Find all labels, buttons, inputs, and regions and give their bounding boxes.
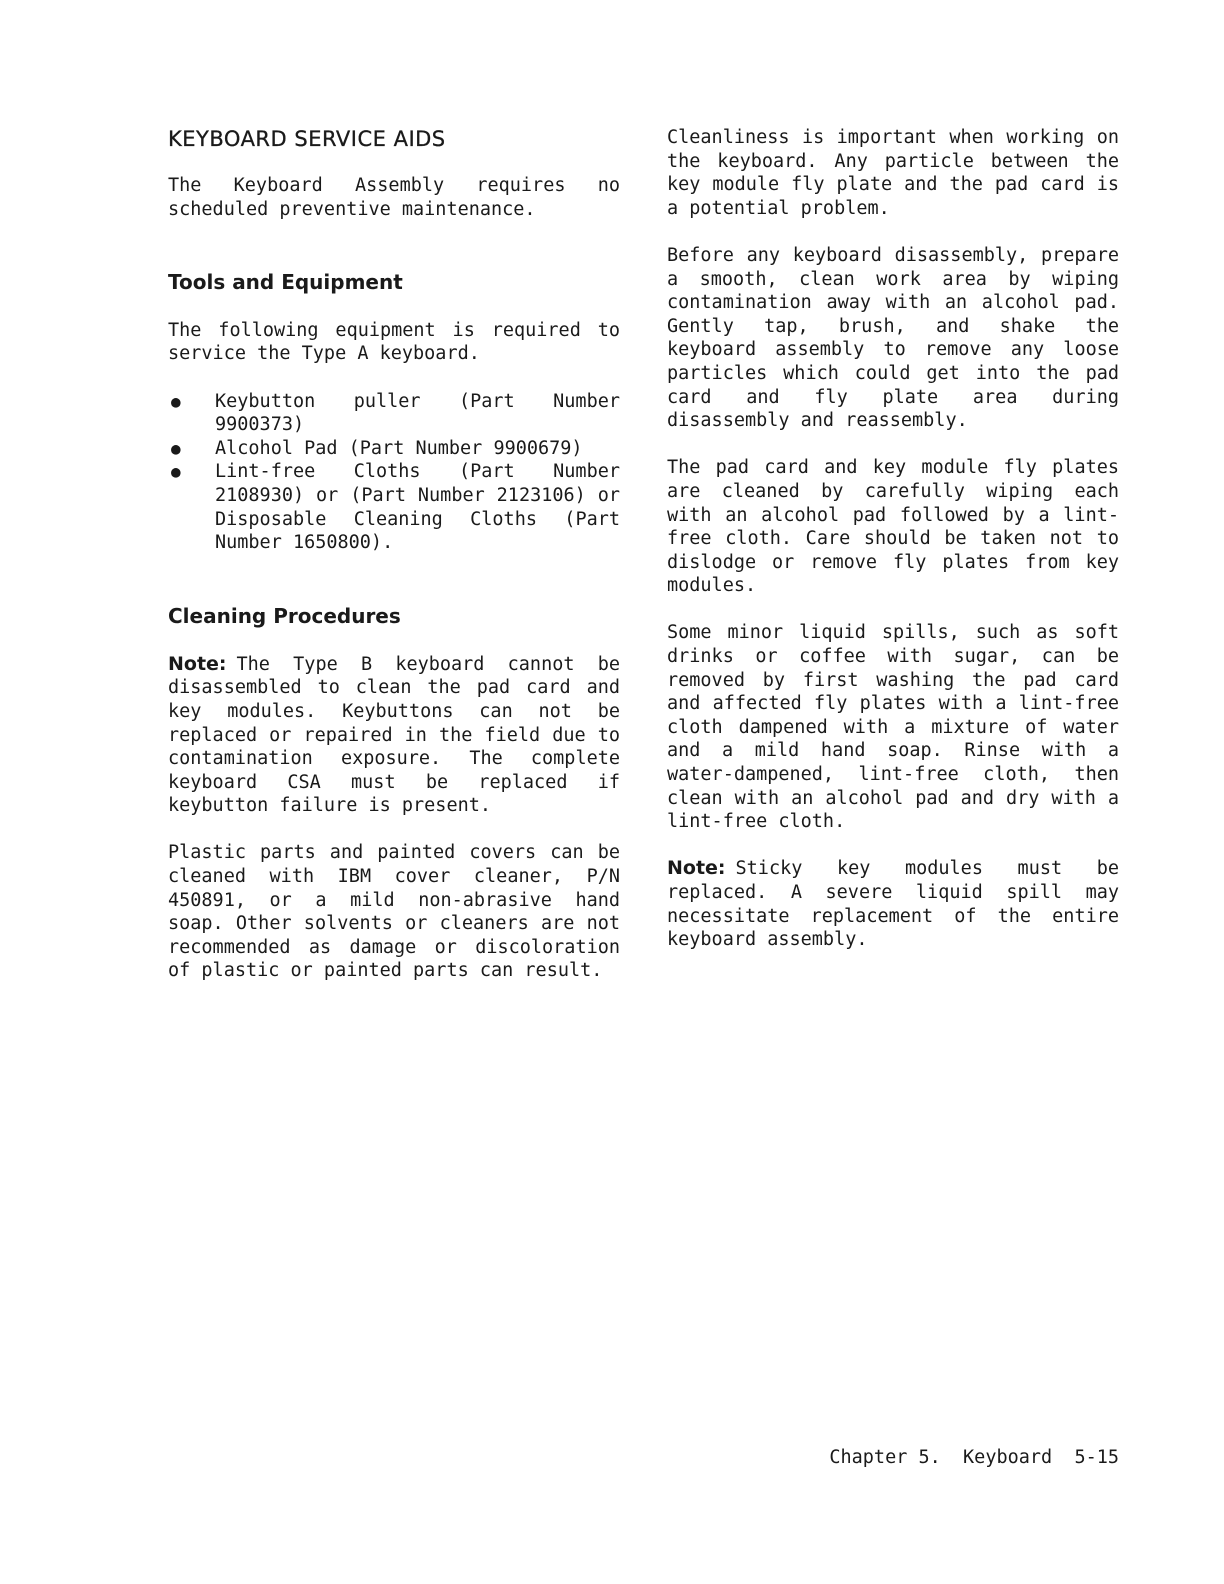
note-paragraph: [667, 857, 1119, 951]
tools-heading: Tools and Equipment: [168, 269, 403, 294]
left-column: [168, 126, 620, 1007]
footer-title: Keyboard: [963, 1447, 1053, 1468]
list-item: ● Keybutton puller (Part Number 9900373): [171, 390, 620, 436]
list-item: ● Alcohol Pad (Part Number 9900679): [171, 437, 583, 459]
section-title: KEYBOARD SERVICE AIDS: [168, 127, 446, 151]
plastic-parts-paragraph: Plastic parts and painted covers can be cleaned with IBM cover cleaner, P/N 450891, or a mild non-abrasive hand soap. Other solvents or cleaners are not recommended as damage or discoloration of plastic or painted parts can result.: [168, 842, 620, 982]
right-column: [667, 126, 1119, 975]
intro-paragraph: The Keyboard Assembly requires no scheduled preventive maintenance.: [168, 175, 620, 220]
page-number: 5-15: [1074, 1447, 1119, 1468]
liquid-spills-paragraph: Some minor liquid spills, such as soft drinks or coffee with sugar, can be removed by first washing the pad card and affected fly plates with a lint-free cloth dampened with a mixture of water and a mild hand soap. Rinse with a water-dampened, lint-free cloth, then clean with an alcohol pad and dry with a lint-free cloth.: [667, 622, 1119, 833]
disassembly-paragraph: Before any keyboard disassembly, prepare a smooth, clean work area by wiping contamination away with an alcohol pad. Gently tap, brush, and shake the keyboard assembly to remove any loose particles which could get into the pad card and fly plate area during disassembly and reassembly.: [667, 244, 1119, 432]
tools-intro-paragraph: The following equipment is required to service the Type A keyboard.: [168, 319, 620, 365]
fly-plates-paragraph: The pad card and key module fly plates are cleaned by carefully wiping each with an alcohol pad followed by a lint-free cloth. Care should be taken not to dislodge or remove fly plates from key modules.: [667, 457, 1119, 597]
bullet-icon: ●: [171, 438, 181, 458]
page-footer: [829, 1446, 1119, 1470]
footer-chapter: Chapter 5.: [829, 1447, 941, 1468]
note-text: Sticky key modules must be replaced. A severe liquid spill may necessitate replacement of the entire keyboard assembly.: [667, 858, 1119, 951]
note-label: Note:: [168, 652, 227, 675]
tools-list: [168, 390, 620, 555]
bullet-icon: ●: [171, 462, 181, 482]
note-text: The Type B keyboard cannot be disassembled to clean the pad card and key modules. Keybuttons can not be replaced or repaired in the field due to contamination exposure. The complete keyboard CSA must be replaced if keybutton failure is present.: [168, 653, 620, 817]
note-label: Note:: [667, 857, 726, 880]
list-item: ● Lint-free Cloths (Part Number 2108930) or (Part Number 2123106) or Disposable Cleaning Cloths (Part Number 1650800).: [171, 461, 620, 554]
note-paragraph: [168, 653, 620, 818]
bullet-icon: ●: [171, 391, 181, 411]
cleanliness-paragraph: Cleanliness is important when working on the keyboard. Any particle between the key module fly plate and the pad card is a potential problem.: [667, 127, 1119, 219]
cleaning-heading: Cleaning Procedures: [168, 603, 401, 628]
